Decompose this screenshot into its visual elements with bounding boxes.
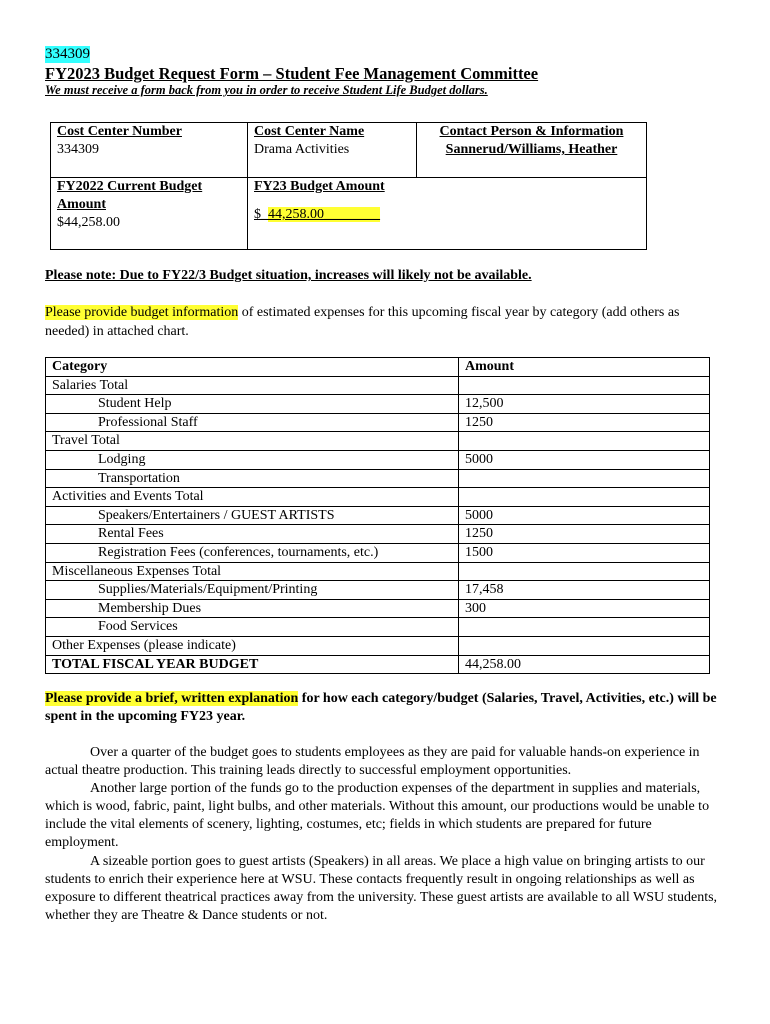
amount-cell (459, 376, 710, 395)
category-cell: Rental Fees (46, 525, 459, 544)
total-label: TOTAL FISCAL YEAR BUDGET (46, 655, 459, 674)
table-row (46, 636, 710, 655)
cost-center-number-label: Cost Center Number (57, 124, 182, 139)
fy23-budget-cell (248, 178, 647, 250)
budget-table-header (46, 358, 710, 377)
category-cell: Other Expenses (please indicate) (46, 636, 459, 655)
category-cell: Registration Fees (conferences, tournaments, etc.) (46, 543, 459, 562)
amount-cell: 1250 (459, 525, 710, 544)
category-cell: Professional Staff (46, 413, 459, 432)
budget-request-form (45, 46, 725, 923)
table-row (46, 432, 710, 451)
amount-cell: 1250 (459, 413, 710, 432)
explanation-prompt (45, 690, 725, 726)
fy2022-budget-cell (51, 178, 248, 250)
amount-cell: 5000 (459, 506, 710, 525)
explanation-paragraph: Another large portion of the funds go to the production expenses of the department in supplies and materials, which is wood, fabric, paint, light bulbs, and other materials. Without this amount, our productions would be unable to include the vital elements of scenery, lighting, costumes, etc; fields in which students are prepared for future employment. (45, 781, 710, 851)
amount-cell (459, 618, 710, 637)
fy2022-budget-value: $44,258.00 (57, 215, 120, 230)
category-cell: Transportation (46, 469, 459, 488)
table-row (46, 469, 710, 488)
explanation-paragraph: A sizeable portion goes to guest artists (Speakers) in all areas. We place a high value on bringing artists to our students to enrich their experience here at WSU. These contacts frequently result in ongoing relationships as well as exposure to different theatrical practices away from the university. These guest artists are available to all WSU students, whether they are Theatre & Dance students or not. (45, 853, 718, 923)
category-cell: Miscellaneous Expenses Total (46, 562, 459, 581)
fy23-amount-prefix: $_ (254, 207, 268, 222)
category-cell: Food Services (46, 618, 459, 637)
category-cell: Lodging (46, 450, 459, 469)
category-cell: Salaries Total (46, 376, 459, 395)
category-cell: Membership Dues (46, 599, 459, 618)
amount-cell (459, 636, 710, 655)
table-row (46, 450, 710, 469)
category-cell: Speakers/Entertainers / GUEST ARTISTS (46, 506, 459, 525)
budget-note: Please note: Due to FY22/3 Budget situation, increases will likely not be available. (45, 268, 532, 283)
budget-instructions-rest: of estimated expenses for this upcoming fiscal year by category (add others as needed) in attached chart. (45, 305, 680, 339)
cost-center-name-value: Drama Activities (254, 142, 350, 157)
contact-cell (417, 123, 647, 178)
category-cell: Activities and Events Total (46, 488, 459, 507)
cost-center-name-label: Cost Center Name (254, 124, 365, 139)
fy2022-budget-label: FY2022 Current Budget Amount (57, 179, 203, 212)
form-title: FY2023 Budget Request Form – Student Fee Management Committee (45, 64, 539, 83)
total-row (46, 655, 710, 674)
category-cell: Travel Total (46, 432, 459, 451)
total-amount: 44,258.00 (459, 655, 710, 674)
explanation-prompt-highlight: Please provide a brief, written explanation (45, 691, 299, 706)
amount-header: Amount (459, 358, 710, 377)
table-row (46, 488, 710, 507)
category-header: Category (46, 358, 459, 377)
fy23-budget-label: FY23 Budget Amount (254, 179, 385, 194)
explanation-prompt-rest: for how each category/budget (Salaries, Travel, Activities, etc.) will be spent in the upcoming FY23 year. (45, 691, 717, 724)
form-subtitle: We must receive a form back from you in order to receive Student Life Budget dollars. (45, 83, 488, 97)
contact-label: Contact Person & Information (439, 124, 624, 139)
cost-center-table (50, 122, 647, 250)
budget-instructions (45, 303, 725, 341)
amount-cell: 17,458 (459, 581, 710, 600)
explanation-body (45, 744, 727, 925)
explanation-paragraph: Over a quarter of the budget goes to students employees as they are paid for valuable hands-on experience in actual theatre production. This training leads directly to successful employment opportunities. (45, 745, 700, 779)
table-row (46, 413, 710, 432)
cost-center-number-value: 334309 (57, 142, 99, 157)
amount-cell (459, 562, 710, 581)
amount-cell (459, 432, 710, 451)
category-cell: Supplies/Materials/Equipment/Printing (46, 581, 459, 600)
table-row (46, 395, 710, 414)
document-id: 334309 (45, 46, 90, 62)
contact-value: Sannerud/Williams, Heather (445, 142, 618, 157)
table-row (46, 506, 710, 525)
fy23-amount: 44,258.00 (268, 207, 324, 222)
amount-cell: 12,500 (459, 395, 710, 414)
fy23-amount-blank: ________ (324, 207, 380, 222)
cost-center-number-cell (51, 123, 248, 178)
cost-center-name-cell (248, 123, 417, 178)
table-row (46, 543, 710, 562)
table-row (46, 562, 710, 581)
table-row (46, 599, 710, 618)
amount-cell (459, 488, 710, 507)
amount-cell (459, 469, 710, 488)
amount-cell: 300 (459, 599, 710, 618)
budget-table (45, 357, 710, 674)
budget-instructions-highlight: Please provide budget information (45, 305, 239, 320)
table-row (46, 581, 710, 600)
table-row (46, 525, 710, 544)
amount-cell: 1500 (459, 543, 710, 562)
table-row (46, 376, 710, 395)
fy23-budget-value (254, 206, 380, 224)
category-cell: Student Help (46, 395, 459, 414)
amount-cell: 5000 (459, 450, 710, 469)
table-row (46, 618, 710, 637)
